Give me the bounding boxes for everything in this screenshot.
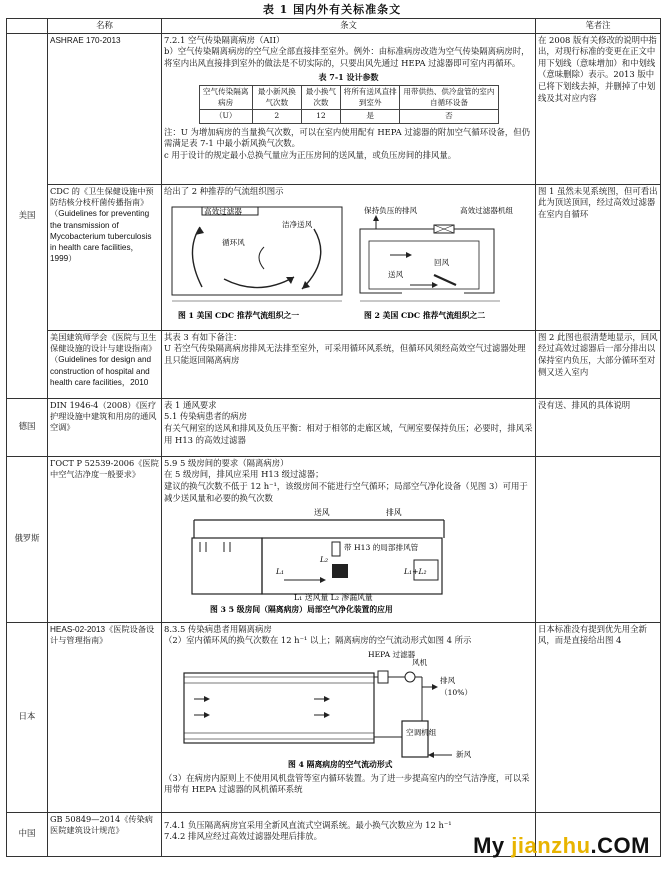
clause-cell (162, 33, 536, 184)
inner-table-title: 表 7-1 设计参数 (318, 72, 379, 83)
clause-text: U 若空气传染隔离病房排风无法排至室外，可采用循环风系统，但循环风须经高效空气过滤器处理且只能返回隔离病房 (164, 343, 526, 365)
figure-3-exhaust-label: 排风 (386, 508, 402, 518)
figure-2-return-label: 回风 (434, 258, 450, 268)
standard-name: GB 50849—2014《传染病医院建筑设计规范》 (48, 812, 162, 856)
clause-text: 8.3.5 传染病患者用隔离病房 (164, 623, 272, 634)
figure-3-l1l2-label: L₁+L₂ (404, 567, 427, 577)
clause-text: 注：U 为增加病房的当量换气次数，可以在室内使用配有 HEPA 过滤器的附加空气循环设备，但仍需满足表 7-1 中最小新风换气次数。 (164, 126, 530, 149)
table-row (7, 330, 661, 398)
clause-text: c 用于设计的规定最小总换气量应为正压房间的送风量，或负压房间的排风量。 (164, 150, 457, 160)
figure-1-caption: 图 1 美国 CDC 推荐气流组织之一 (178, 311, 300, 321)
table-cell: 用带供热、供冷盘管的室内自循环设备 (400, 86, 498, 110)
isolation-room-airflow-figure (164, 647, 532, 769)
local-air-purification-figure (164, 504, 532, 616)
table-cell: 最小新风换气次数 (252, 86, 301, 110)
clause-text: 7.4.2 排风应经过高效过滤器处理后排放。 (164, 831, 322, 842)
note-cell: 在 2008 版有关修改的说明中指出，对现行标准的变更在正文中用下划线（意味增加）和中划线（意味删除）表示。2013 版中已将下划线去掉，并删掉了中划线及其对应内容 (536, 33, 661, 184)
note-cell: 日本标准没有提到优先用全新风，而是直接给出图 4 (536, 622, 661, 812)
table-cell: 是 (341, 110, 400, 123)
figure-4-hepa-label: HEPA 过滤器 (368, 649, 416, 659)
clause-text: （2）室内循环风的换气次数在 12 h⁻¹ 以上；隔离病房的空气流动形式如图 4 所示 (164, 635, 472, 646)
header-row (7, 19, 661, 34)
table-title: 表 1 国内外有关标准条文 (262, 3, 402, 16)
figure-4-ahu-label: 空调机组 (406, 727, 437, 737)
clause-cell (162, 622, 536, 812)
clause-text: 7.4.1 负压隔离病房宜采用全新风直流式空调系统。最小换气次数应为 12 h⁻¹ (164, 819, 452, 830)
header-clause: 条文 (162, 19, 536, 34)
country-de: 德国 (7, 398, 48, 456)
standards-table (6, 18, 661, 857)
header-note: 笔者注 (536, 19, 661, 34)
figure-2-diagram (360, 205, 514, 320)
country-cn: 中国 (7, 812, 48, 856)
note-cell: 图 2 此图也很清楚地显示，回风经过高效过滤器后一部分排出以保持室内负压，大部分循环至对侧又送入室内 (536, 330, 661, 398)
figure-2-caption: 图 2 美国 CDC 推荐气流组织之二 (364, 311, 486, 321)
clause-cell (162, 184, 536, 330)
country-ru: 俄罗斯 (7, 456, 48, 622)
cdc-airflow-figures (164, 197, 532, 325)
table-cell: （U） (199, 110, 252, 123)
standard-name: DIN 1946-4（2008）《医疗护理设施中建筑和用房的通风空调》 (48, 398, 162, 456)
country-us: 美国 (7, 33, 48, 398)
figure-1-filter-label: 高效过滤器 (204, 207, 242, 217)
header-name: 名称 (48, 19, 162, 34)
figure-3-legend: L₁ 送风量 L₂ 渗漏风量 (294, 593, 373, 603)
table-row (7, 184, 661, 330)
table-row (7, 456, 661, 622)
site-watermark: My jianzhu.COM (473, 832, 650, 858)
figure-4-fresh-label: 新风 (456, 749, 472, 759)
country-jp: 日本 (7, 622, 48, 812)
clause-text: 有关气闸室的送风和排风及负压平衡：相对于相邻的走廊区域，气闸室要保持负压；必要时，排风采用 H13 的高效过滤器 (164, 422, 533, 445)
table-row (7, 33, 661, 184)
table-cell: 否 (400, 110, 498, 123)
figure-1-diagram (172, 206, 342, 320)
figure-2-exhaust-label: 保持负压的排风 (364, 206, 418, 216)
clause-text: 5.1 传染病患者的病房 (164, 411, 247, 422)
clause-text: 建议的换气次数不低于 12 h⁻¹，该级房间不能进行空气循环；局部空气净化设备（见图 3）可用于减少送风量和必要的换气次数 (164, 480, 528, 503)
table-cell: 2 (252, 110, 301, 123)
table-row (7, 622, 661, 812)
figure-1-supply-label: 洁净送风 (282, 220, 313, 230)
figure-3-l2-label: L₂ (320, 555, 329, 565)
figure-1-return-label: 循环风 (222, 238, 245, 248)
figure-4-fan-label: 风机 (412, 657, 428, 667)
figure-3-unit-label: 带 H13 的局部排风管 (344, 543, 419, 553)
clause-cell (162, 330, 536, 398)
figure-4-caption: 图 4 隔离病房的空气流动形式 (288, 759, 393, 769)
clause-text: 表 1 通风要求 (164, 399, 217, 410)
figure-3-l1-label: L₁ (276, 567, 285, 577)
note-cell (536, 456, 661, 622)
table-row (7, 398, 661, 456)
clause-text: （3）在病房内原则上不使用风机盘管等室内循环装置。为了进一步提高室内的空气洁净度，可以采用带有 HEPA 过滤器的风机循环系统 (164, 772, 530, 795)
standard-name: 美国建筑师学会《医院与卫生保健设施的设计与建设指南》（Guidelines for design and construction of hospital and health care facilities，2010 (48, 330, 162, 398)
clause-cell (162, 398, 536, 456)
note-cell: 图 1 虽然未见系统图，但可看出此为顶送顶回，经过高效过滤器在室内自循环 (536, 184, 661, 330)
figure-4-exhaust-label: 排风 (440, 675, 456, 685)
table-cell: 将所有送风直排到室外 (341, 86, 400, 110)
figure-4-percent-label: （10%） (440, 687, 473, 697)
figure-3-caption: 图 3 5 级房间（隔离病房）局部空气净化装置的应用 (210, 605, 393, 615)
standard-name: CDC 的《卫生保健设施中预防结核分枝杆菌传播指南》（Guidelines for preventing the transmission of Mycobacterium tuberculosis in health care facilities，1999） (48, 184, 162, 330)
table-cell: 空气传染隔离病房 (199, 86, 252, 110)
standard-name: ГОСТ Р 52539-2006《医院中空气洁净度一般要求》 (48, 456, 162, 622)
clause-text: b）空气传染隔离病房的空气应全部直接排至室外。例外：由标准病房改造为空气传染隔离病房时，将室内出风直接排到室外的做法是不切实际的，只要出风先通过 HEPA 过滤器即可室内再循环。 (164, 46, 530, 68)
clause-text: 在 5 级房间，排风应采用 H13 级过滤器； (164, 469, 324, 480)
table-cell: 最小换气次数 (301, 86, 340, 110)
standard-name: ASHRAE 170-2013 (48, 33, 162, 184)
standard-name: HEAS-02-2013《医院设备设计与管理指南》 (48, 622, 162, 812)
clause-text: 给出了 2 种推荐的气流组织图示 (164, 185, 284, 196)
clause-text: 7.2.1 空气传染隔离病房（AII） (164, 34, 285, 45)
figure-2-supply-label: 送风 (388, 270, 404, 280)
design-parameter-table (199, 85, 499, 123)
table-cell: 12 (301, 110, 340, 123)
figure-3-supply-label: 送风 (314, 508, 330, 518)
clause-text: 其表 3 有如下备注： (164, 331, 242, 342)
note-cell: 没有送、排风的具体说明 (536, 398, 661, 456)
figure-2-filter-label: 高效过滤器机组 (460, 206, 514, 216)
clause-text: 5.9 5 级房间的要求（隔离病房） (164, 457, 289, 468)
clause-cell (162, 456, 536, 622)
